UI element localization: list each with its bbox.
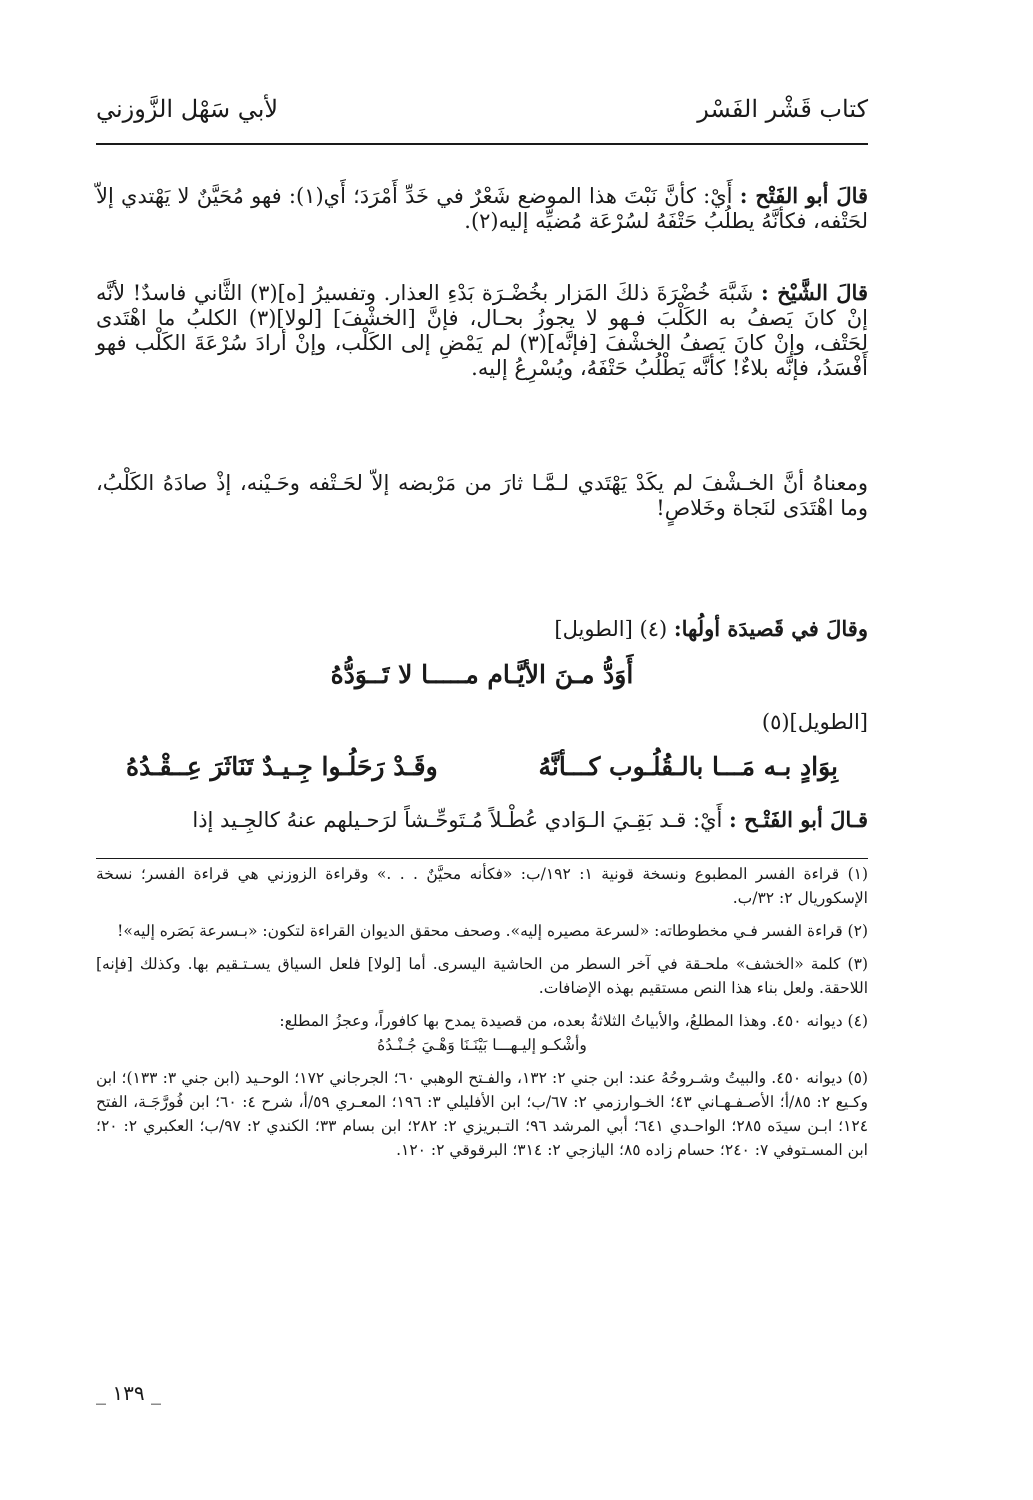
paragraph-text: ومعناهُ أنَّ الخـشْفَ لم يكَدْ يَهْتَدي لـمَّـا ثارَ من مَرْبضه إلاّ لحَـتْفه وحَـيْنه، إذْ صادَهُ الكَلْبُ، وما اهْتَدَى لنَجاة وخَلاصٍ! xyxy=(96,471,868,520)
footnote-divider xyxy=(96,858,868,859)
footnote-4-verse: وأشْكـو إليـهـــا بَيْنَـنَا وَهْـيَ جُـنْـدُهُ xyxy=(377,1036,587,1054)
paragraph-alshaykh xyxy=(96,280,868,381)
poem-meter-tag: [الطويل](٥) xyxy=(761,710,868,734)
footnote-4 xyxy=(96,1009,868,1033)
poem-verse xyxy=(96,752,868,792)
footnote-4-text: (٤) ديوانه ٤٥٠. وهذا المطلعُ، والأبياتُ الثلاثةُ بعده، من قصيدة يمدح بها كافوراً، وعجزُ المطلع: xyxy=(279,1012,868,1030)
speaker-label: قالَ أبو الفَتْح : xyxy=(739,183,869,208)
header-divider xyxy=(96,143,868,145)
poem-intro xyxy=(96,616,868,642)
footnote-1: (١) قراءة الفسر المطبوع ونسخة قونية ١: ١٩٢/ب: «فكأنه محيَّنٌ . . .» وقراءة الزوزني هي قراءة الفسر؛ نسخة الإسكوريال ٢: ٣٢/ب. xyxy=(96,865,869,907)
paragraph-text: أَيْ: قـد بَقِـيَ الـوَادي عُطْـلاً مُـتَوحِّـشاً لرَحـيلهم عنهُ كالجِـيد إذا xyxy=(192,808,730,832)
speaker-label: قالَ الشَّيْخ : xyxy=(761,280,868,305)
poem-intro-note: (٤) [الطويل] xyxy=(554,617,668,641)
page-number: _ ١٣٩ _ xyxy=(96,1381,161,1405)
footnote-2: (٢) قراءة الفسر فـي مخطوطاته: «لسرعة مصيره إليه». وصحف محقق الديوان القراءة لتكون: «بـسرعة بَصَره إليه»! xyxy=(117,922,868,940)
running-header xyxy=(96,95,868,135)
paragraph-meaning xyxy=(96,471,868,521)
poem-intro-label: وقالَ في قَصيدَة أولُها: xyxy=(673,616,868,641)
speaker-label: قـالَ أبو الفَتْـح : xyxy=(729,807,868,832)
author-name: لأبي سَهْل الزَّوزني xyxy=(96,95,279,123)
poem-first-hemistich: أَوَدُّ مـنَ الأيَّـام مـــــا لا تَــوَدُّهُ xyxy=(330,660,634,689)
footnote-5: (٥) ديوانه ٤٥٠. والبيتُ وشـروحُهُ عند: ابن جني ٢: ١٣٢، والفـتح الوهبي ٦٠؛ الجرجاني ١٧٢؛ الوحـيد (ابن جني ٣: ١٣٣)؛ ابن وكـيع ٢: ٨٥/أ؛ الأصـفـهـاني ٤٣؛ الخـوارزمي ٢: ٦٧/ب؛ ابن الأفليلي ٣: ١٩٦؛ المعـري ٥٩/أ، شرح ٤: ٦٠؛ ابن فُورَّجَـة، الفتح ١٢٤؛ ابـن سيدَه ٢٨٥؛ الواحـدي ٦٤١؛ أبي المرشد ٩٦؛ التـبريزي ٢: ٢٨٢؛ ابن بسام ٣٣؛ الكندي ٢: ٩٧/ب؛ العكبري ٢: ٢٠؛ ابن المسـتوفي ٧: ٢٤٠؛ حسام زاده ٨٥؛ اليازجي ٢: ٣١٤؛ البرقوقي ٢: ١٢٠. xyxy=(96,1069,869,1159)
paragraph-text: أَيْ: كأنَّ نَبْتَ هذا الموضع شَعْرٌ في خَدِّ أَمْرَدَ؛ أَي(١): فهو مُحَيَّنٌ لا يَهْتدي إلاّ لحَتْفه، فكأنَّهُ يطلُبُ حَتْفَهُ لسُرْعَة مُضيِّه إليه(٢). xyxy=(96,184,868,233)
paragraph-text: شَبَّهَ خُضْرَةَ ذلكَ المَزار بخُضْـرَة بَدْءِ العذار. وتفسيرُ [ه](٣) الثَّاني فاسدٌ! لأنَّه إنْ كانَ يَصفُ به الكَلْبَ فـهو لا يجوزُ بحـال، فإنَّ [الخشْفَ] [لولا](٣) الكلبُ ما اهْتَدى لحَتْف، وإنْ كانَ يَصفُ الخشْفَ [فإنَّه](٣) لم يَمْضِ إلى الكَلْب، وإنْ أرادَ سُرْعَةَ الكَلْب فهو أَفْسَدُ، فإنَّه بلاءٌ! كأنَّه يَطْلُبُ حَتْفَهُ، ويُسْرِعُ إليه. xyxy=(96,281,868,380)
paragraph-abu-alfath-1 xyxy=(96,183,868,234)
footnote-3: (٣) كلمة «الخشف» ملحـقة في آخر السطر من الحاشية اليسرى. أما [لولا] فلعل السياق يسـتـقيم بها. وكذلك [فإنه] اللاحقة. ولعل بناء هذا النص مستقيم بهذه الإضافات. xyxy=(96,955,868,997)
paragraph-abu-alfath-2 xyxy=(96,807,868,833)
verse-second-hemistich: وقَـدْ رَحَلُـوا جِـيـدٌ تَنَاثَرَ عِــقْـدُهُ xyxy=(126,752,438,781)
verse-first-hemistich: بِوَادٍ بـه مَـــا بالـقُلُـوب كـــأنَّهُ xyxy=(538,752,838,781)
book-title: كتاب قَشْر الفَسْر xyxy=(697,95,868,123)
footnotes xyxy=(96,862,868,1171)
